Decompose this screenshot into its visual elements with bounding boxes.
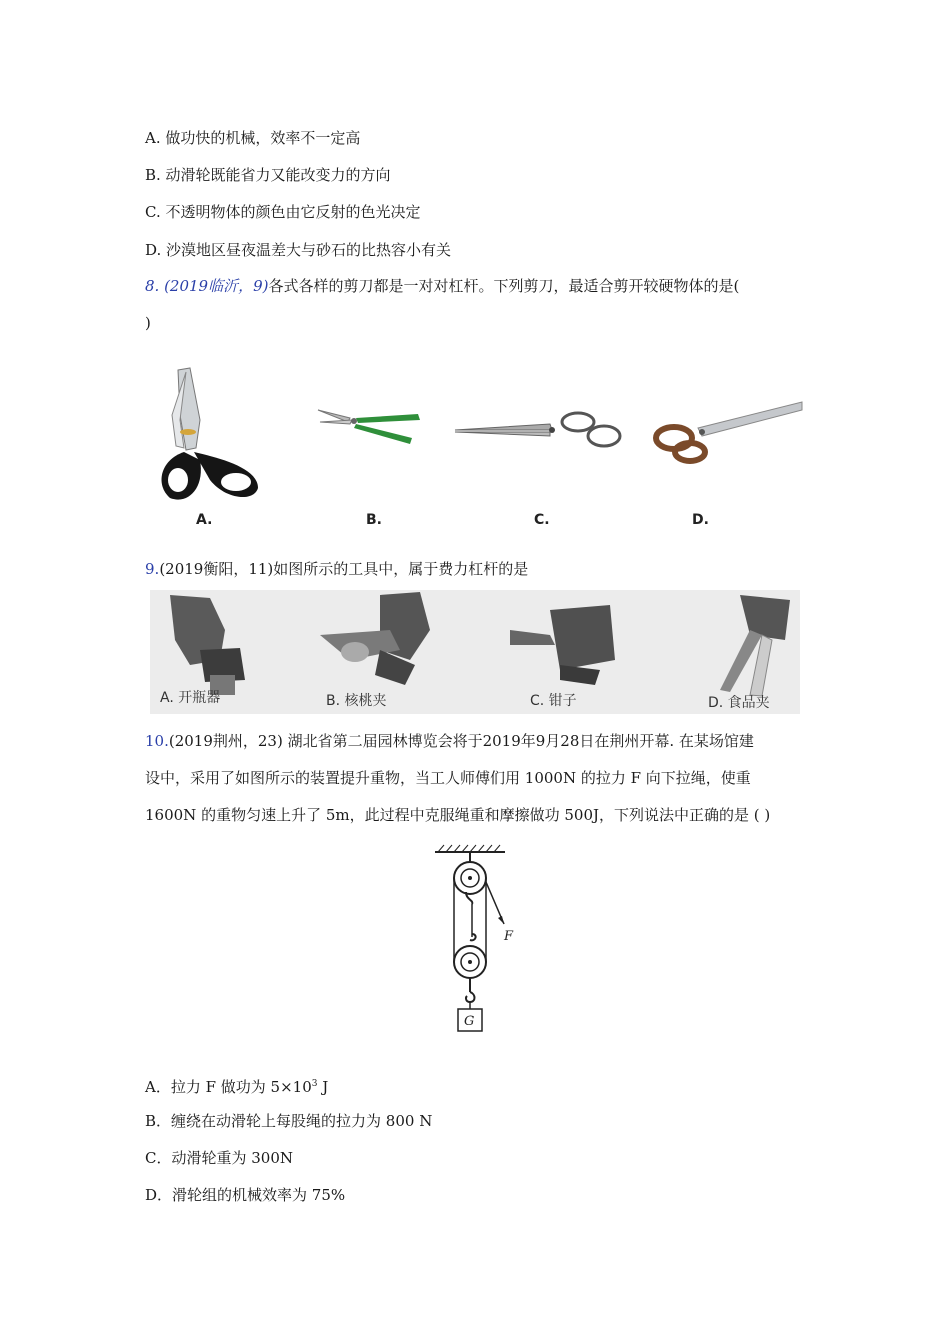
q8-source: 8. (2019临沂，9) bbox=[145, 277, 269, 295]
q10-stem-line2: 设中，采用了如图所示的装置提升重物，当工人师傅们用 1000N 的拉力 F 向下拉绳，使重 bbox=[145, 769, 751, 787]
q8-label-c: C. bbox=[534, 512, 550, 528]
pulley-system-diagram bbox=[430, 842, 530, 1037]
q10-option-d: D．滑轮组的机械效率为 75% bbox=[145, 1186, 346, 1204]
q9-stem-text: (2019衡阳，11)如图所示的工具中，属于费力杠杆的是 bbox=[159, 560, 529, 578]
q9-tool-photos bbox=[150, 590, 800, 714]
q8-label-a: A. bbox=[196, 512, 213, 528]
q9-number: 9. bbox=[145, 560, 160, 578]
pulley-force-label: F bbox=[504, 929, 514, 944]
q7-option-b: B. 动滑轮既能省力又能改变力的方向 bbox=[145, 166, 391, 184]
q9-label-c: C. 钳子 bbox=[530, 693, 577, 709]
q10-option-c: C．动滑轮重为 300N bbox=[145, 1149, 294, 1167]
scissors-a-image bbox=[162, 368, 258, 500]
scissors-c-image bbox=[455, 413, 620, 446]
q8-stem bbox=[145, 276, 739, 296]
scissors-b-image bbox=[318, 410, 420, 444]
q10-stem-line3: 1600N 的重物匀速上升了 5m，此过程中克服绳重和摩擦做功 500J，下列说法中正确的是 ( ) bbox=[145, 806, 771, 824]
scissors-d-image bbox=[656, 402, 802, 461]
pulley-weight-label: G bbox=[464, 1014, 475, 1029]
q8-label-d: D. bbox=[692, 512, 709, 528]
q10-line1-text: (2019荆州，23) 湖北省第二届园林博览会将于2019年9月28日在荆州开幕. 在某场馆建 bbox=[168, 732, 754, 750]
q10-stem-line1 bbox=[145, 731, 754, 751]
q9-label-a: A. 开瓶器 bbox=[160, 690, 221, 706]
q9-label-b: B. 核桃夹 bbox=[326, 693, 387, 709]
q9-label-d: D. 食品夹 bbox=[708, 695, 770, 711]
q10-option-b: B．缠绕在动滑轮上每股绳的拉力为 800 N bbox=[145, 1112, 433, 1130]
q7-option-a: A. 做功快的机械，效率不一定高 bbox=[145, 129, 361, 147]
q8-label-b: B. bbox=[366, 512, 382, 528]
q8-stem-text: 各式各样的剪刀都是一对对杠杆。下列剪刀，最适合剪开较硬物体的是( bbox=[268, 277, 740, 295]
q9-stem bbox=[145, 559, 528, 579]
q7-option-d: D. 沙漠地区昼夜温差大与砂石的比热容小有关 bbox=[145, 241, 452, 259]
q8-scissors-figures bbox=[150, 360, 810, 510]
q10-number: 10. bbox=[145, 732, 169, 750]
q8-stem-end: ) bbox=[145, 314, 151, 332]
q7-option-c: C. 不透明物体的颜色由它反射的色光决定 bbox=[145, 203, 421, 221]
q10-option-a: A．拉力 F 做功为 $5\times 10^3$ J bbox=[145, 1078, 329, 1096]
